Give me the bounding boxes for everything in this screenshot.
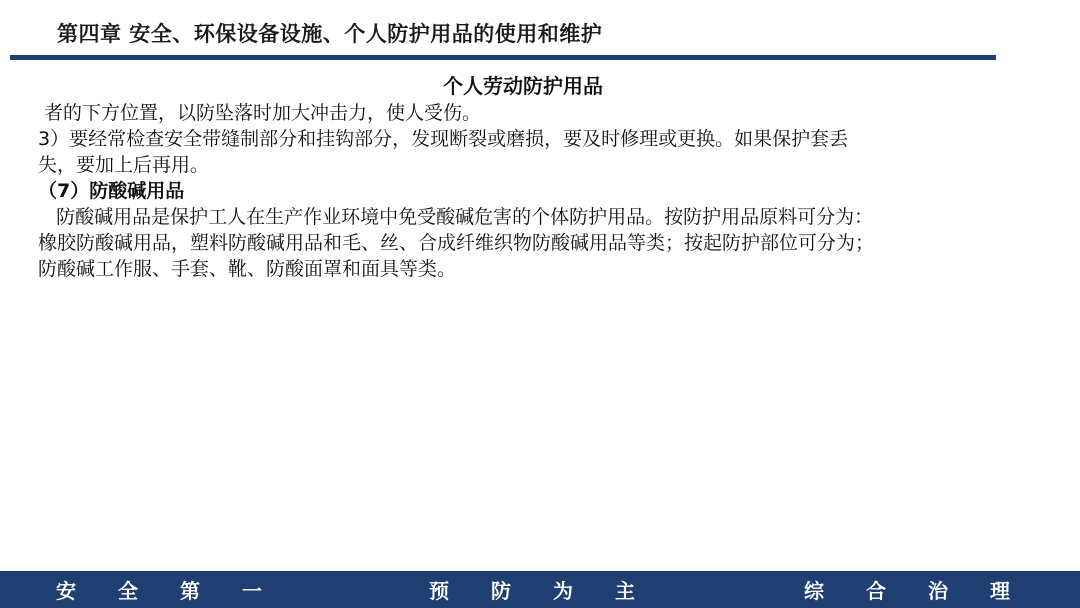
- footer-char: 安: [56, 579, 76, 603]
- footer-char: 为: [553, 579, 573, 603]
- subsection-heading: （7）防酸碱用品: [38, 180, 185, 202]
- footer-slogan-prevention: [429, 571, 677, 608]
- footer-char: 全: [118, 579, 138, 603]
- slide-header: [0, 0, 1080, 62]
- footer-slogan-comprehensive: [804, 571, 1052, 608]
- footer-banner: [0, 571, 1080, 608]
- section-title: 个人劳动防护用品: [443, 74, 603, 98]
- paragraph-line-5: 橡胶防酸碱用品，塑料防酸碱用品和毛、丝、合成纤维织物防酸碱用品等类；按起防护部位可分为；: [38, 232, 875, 254]
- footer-char: 第: [180, 579, 200, 603]
- paragraph-line-3: 失，要加上后再用。: [38, 154, 210, 176]
- footer-char: 预: [429, 579, 449, 603]
- footer-char: 一: [242, 579, 262, 603]
- footer-char: 防: [491, 579, 511, 603]
- footer-char: 理: [990, 579, 1010, 603]
- footer-char: 综: [804, 579, 824, 603]
- footer-char: 治: [928, 579, 948, 603]
- header-divider: [10, 55, 996, 60]
- paragraph-line-1: 者的下方位置，以防坠落时加大冲击力，使人受伤。: [38, 102, 482, 124]
- chapter-title: 第四章 安全、环保设备设施、个人防护用品的使用和维护: [57, 22, 603, 46]
- footer-slogan-safety-first: [56, 571, 304, 608]
- paragraph-line-4: 防酸碱用品是保护工人在生产作业环境中免受酸碱危害的个体防护用品。按防护用品原料可分为：: [38, 206, 874, 228]
- paragraph-line-6: 防酸碱工作服、手套、靴、防酸面罩和面具等类。: [38, 258, 457, 280]
- slide-content: [38, 72, 1038, 282]
- paragraph-line-2: 3）要经常检查安全带缝制部分和挂钩部分，发现断裂或磨损，要及时修理或更换。如果保护套丢: [38, 128, 849, 150]
- footer-char: 合: [866, 579, 886, 603]
- footer-char: 主: [615, 579, 635, 603]
